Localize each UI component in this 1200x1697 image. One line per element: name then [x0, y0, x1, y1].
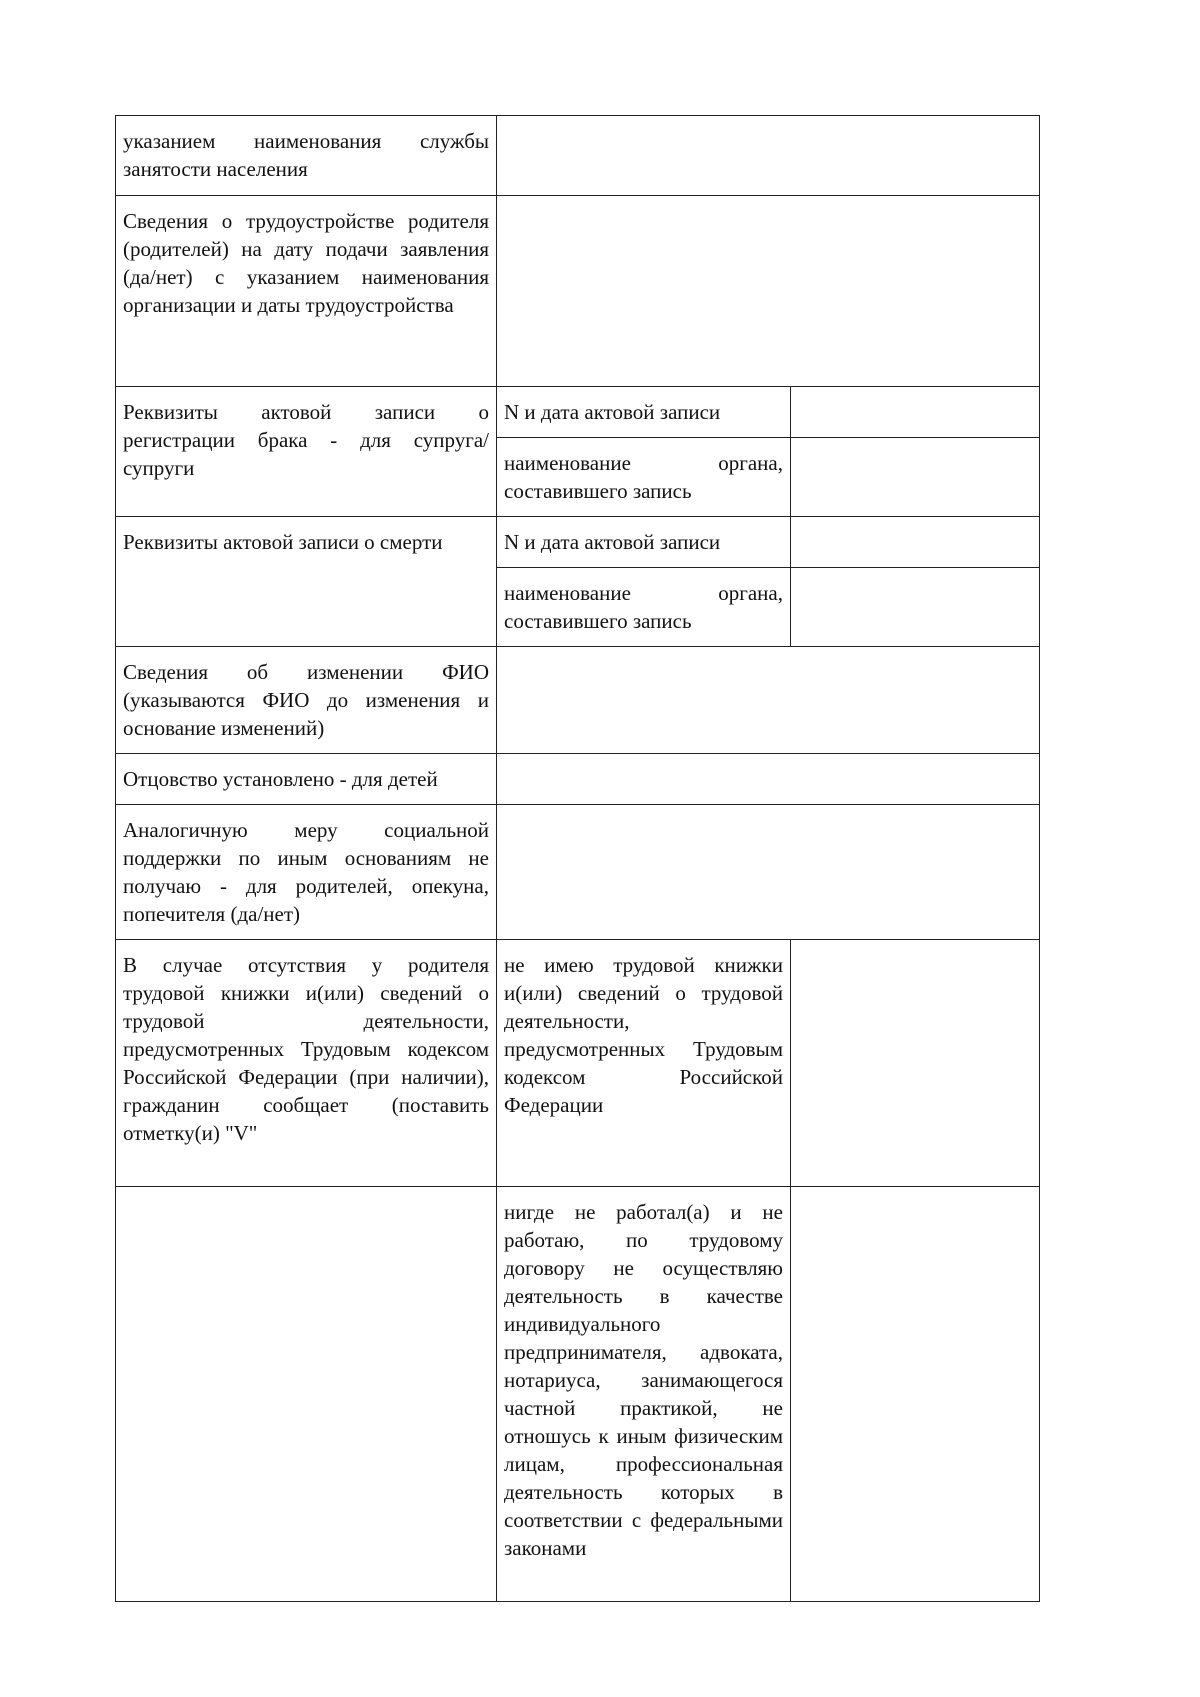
no-work-book-continuation-cell: [116, 1187, 497, 1602]
row-similar-support: [116, 805, 1040, 940]
marriage-record-authority-value[interactable]: [791, 438, 1040, 517]
marriage-record-number-date-value[interactable]: [791, 387, 1040, 438]
name-change-label: Сведения об изменении ФИО (указываются ФИО до изменения и основание изменений): [116, 647, 497, 754]
no-work-book-option-1-mark[interactable]: [791, 940, 1040, 1187]
employment-service-label: указанием наименования службы занятости населения: [116, 116, 497, 196]
parent-employment-value[interactable]: [497, 196, 1040, 387]
employment-service-value[interactable]: [497, 116, 1040, 196]
no-work-book-option-2-mark[interactable]: [791, 1187, 1040, 1602]
parent-employment-label: Сведения о трудоустройстве родителя (родителей) на дату подачи заявления (да/нет) с указанием наименования организации и даты трудоустройства: [116, 196, 497, 387]
marriage-record-label: Реквизиты актовой записи о регистрации брака - для супруга/супруги: [116, 387, 497, 517]
death-record-authority-value[interactable]: [791, 568, 1040, 647]
row-marriage-record-number: [116, 387, 1040, 438]
row-name-change: [116, 647, 1040, 754]
row-paternity: [116, 754, 1040, 805]
death-record-number-date-label: N и дата актовой записи: [497, 517, 791, 568]
application-form-table: [115, 115, 1040, 1602]
paternity-label: Отцовство установлено - для детей: [116, 754, 497, 805]
row-no-work-book-option-1: [116, 940, 1040, 1187]
marriage-record-authority-label: наименование органа, составившего запись: [497, 438, 791, 517]
row-employment-service: [116, 116, 1040, 196]
no-work-book-label: В случае отсутствия у родителя трудовой книжки и(или) сведений о трудовой деятельности, предусмотренных Трудовым кодексом Российской Федерации (при наличии), гражданин сообщает (поставить отметку(и) "V": [116, 940, 497, 1187]
row-parent-employment: [116, 196, 1040, 387]
similar-support-value[interactable]: [497, 805, 1040, 940]
row-death-record-number: [116, 517, 1040, 568]
death-record-number-date-value[interactable]: [791, 517, 1040, 568]
name-change-value[interactable]: [497, 647, 1040, 754]
no-work-book-option-2-label: нигде не работал(а) и не работаю, по трудовому договору не осуществляю деятельность в качестве индивидуального предпринимателя, адвоката, нотариуса, занимающегося частной практикой, не отношусь к иным физическим лицам, профессиональная деятельность которых в соответствии с федеральными законами: [497, 1187, 791, 1602]
no-work-book-option-1-label: не имею трудовой книжки и(или) сведений о трудовой деятельности, предусмотренных Трудовым кодексом Российской Федерации: [497, 940, 791, 1187]
death-record-authority-label: наименование органа, составившего запись: [497, 568, 791, 647]
death-record-label: Реквизиты актовой записи о смерти: [116, 517, 497, 647]
marriage-record-number-date-label: N и дата актовой записи: [497, 387, 791, 438]
similar-support-label: Аналогичную меру социальной поддержки по иным основаниям не получаю - для родителей, опекуна, попечителя (да/нет): [116, 805, 497, 940]
row-no-work-book-option-2: [116, 1187, 1040, 1602]
paternity-value[interactable]: [497, 754, 1040, 805]
